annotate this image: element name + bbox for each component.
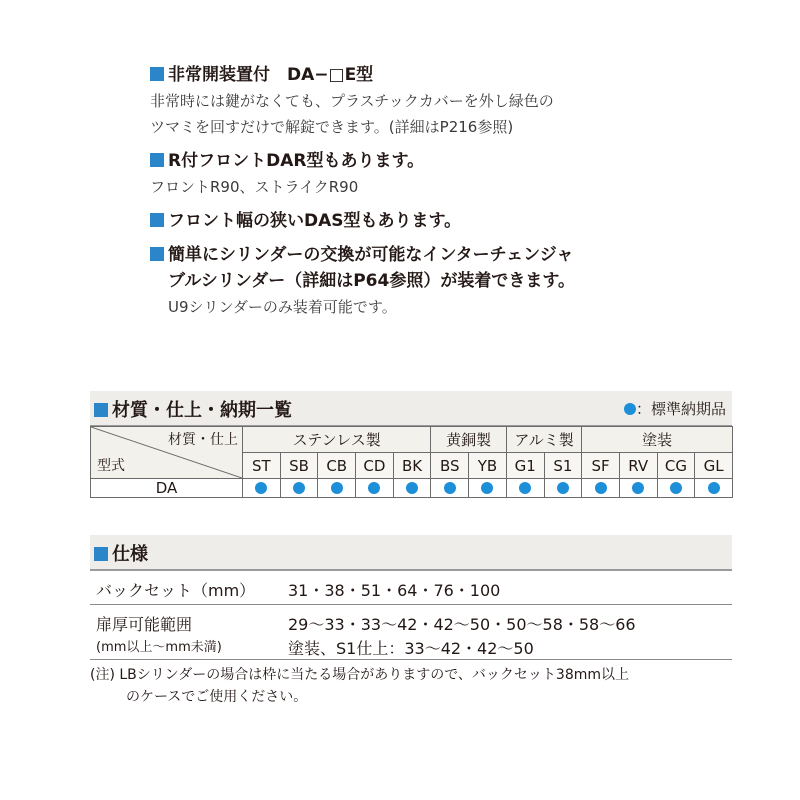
square-bullet-icon — [150, 153, 164, 167]
availability-cell — [356, 479, 394, 498]
finish-code: GL — [695, 453, 733, 479]
feature-heading: 非常開装置付 DA−□E型 — [168, 65, 374, 85]
availability-cell — [243, 479, 281, 498]
spec-row-backset — [90, 572, 732, 606]
feature-emergency — [150, 62, 770, 140]
finish-code: RV — [619, 453, 657, 479]
corner-bottom-label: 型式 — [97, 458, 125, 474]
feature-heading: 簡単にシリンダーの交換が可能なインターチェンジャ — [168, 245, 574, 265]
model-label: DA — [91, 479, 243, 498]
finish-code: BS — [431, 453, 469, 479]
finish-code: CB — [318, 453, 356, 479]
dot-icon — [632, 482, 644, 494]
feature-r-front — [150, 148, 770, 200]
feature-list — [150, 62, 770, 328]
availability-cell — [318, 479, 356, 498]
square-bullet-icon — [150, 247, 164, 261]
availability-cell — [544, 479, 582, 498]
finish-code: SB — [280, 453, 318, 479]
spec-title: 仕様 — [112, 544, 148, 565]
finish-code: YB — [469, 453, 507, 479]
feature-text: 非常時には鍵がなくても、プラスチックカバーを外し緑色の — [150, 92, 554, 110]
feature-heading: フロント幅の狭いDAS型もあります。 — [168, 211, 462, 231]
thickness-value: 29〜33・33〜42・42〜50・50〜58・58〜66 — [288, 615, 636, 634]
dot-icon — [255, 482, 267, 494]
dot-icon — [444, 482, 456, 494]
feature-narrow-front — [150, 208, 770, 234]
group-header: 黄銅製 — [431, 427, 506, 453]
note-line: のケースでご使用ください。 — [126, 689, 308, 705]
materials-header — [90, 391, 732, 427]
finish-code: S1 — [544, 453, 582, 479]
dot-icon — [557, 482, 569, 494]
feature-text: フロントR90、ストライクR90 — [150, 178, 359, 196]
dot-icon — [670, 482, 682, 494]
divider — [90, 659, 732, 660]
finish-code: ST — [243, 453, 281, 479]
materials-table — [90, 426, 733, 498]
dot-icon — [481, 482, 493, 494]
square-bullet-icon — [150, 67, 164, 81]
spec-row-thickness — [90, 608, 732, 658]
availability-cell — [619, 479, 657, 498]
note — [90, 664, 750, 708]
feature-heading-continued: ブルシリンダー（詳細はP64参照）が装着できます。 — [168, 271, 575, 291]
finish-code: CD — [356, 453, 394, 479]
dot-icon — [406, 482, 418, 494]
corner-header-cell — [91, 427, 243, 479]
divider — [90, 604, 732, 605]
thickness-value-painted: 塗装、S1仕上：33〜42・42〜50 — [288, 639, 534, 658]
finish-code: G1 — [506, 453, 544, 479]
square-bullet-icon — [94, 547, 108, 561]
group-header: アルミ製 — [506, 427, 581, 453]
dot-icon — [519, 482, 531, 494]
dot-icon — [624, 403, 636, 415]
availability-cell — [657, 479, 695, 498]
corner-top-label: 材質・仕上 — [168, 432, 238, 448]
dot-icon — [595, 482, 607, 494]
feature-heading: R付フロントDAR型もあります。 — [168, 151, 425, 171]
group-header: 塗装 — [582, 427, 733, 453]
backset-label: バックセット（mm） — [96, 581, 256, 600]
availability-cell — [469, 479, 507, 498]
feature-text: ツマミを回すだけで解錠できます。(詳細はP216参照) — [150, 118, 514, 136]
dot-icon — [708, 482, 720, 494]
spec-header — [90, 535, 732, 571]
legend — [624, 398, 726, 419]
square-bullet-icon — [150, 213, 164, 227]
availability-cell — [431, 479, 469, 498]
materials-title: 材質・仕上・納期一覧 — [112, 400, 292, 421]
finish-code: SF — [582, 453, 620, 479]
dot-icon — [368, 482, 380, 494]
group-header: ステンレス製 — [243, 427, 431, 453]
note-line: (注) LBシリンダーの場合は枠に当たる場合がありますので、バックセット38mm以上 — [90, 667, 630, 683]
legend-label: ：標準納期品 — [635, 400, 726, 418]
dot-icon — [331, 482, 343, 494]
feature-interchangeable — [150, 242, 770, 320]
thickness-sublabel: (mm以上〜mm未満) — [96, 640, 222, 655]
availability-cell — [506, 479, 544, 498]
thickness-label: 扉厚可能範囲 — [96, 615, 193, 634]
availability-cell — [393, 479, 431, 498]
finish-code: CG — [657, 453, 695, 479]
dot-icon — [293, 482, 305, 494]
finish-code: BK — [393, 453, 431, 479]
feature-text: U9シリンダーのみ装着可能です。 — [168, 298, 397, 316]
backset-value: 31・38・51・64・76・100 — [288, 581, 501, 600]
availability-cell — [695, 479, 733, 498]
square-bullet-icon — [94, 403, 108, 417]
availability-cell — [280, 479, 318, 498]
availability-cell — [582, 479, 620, 498]
